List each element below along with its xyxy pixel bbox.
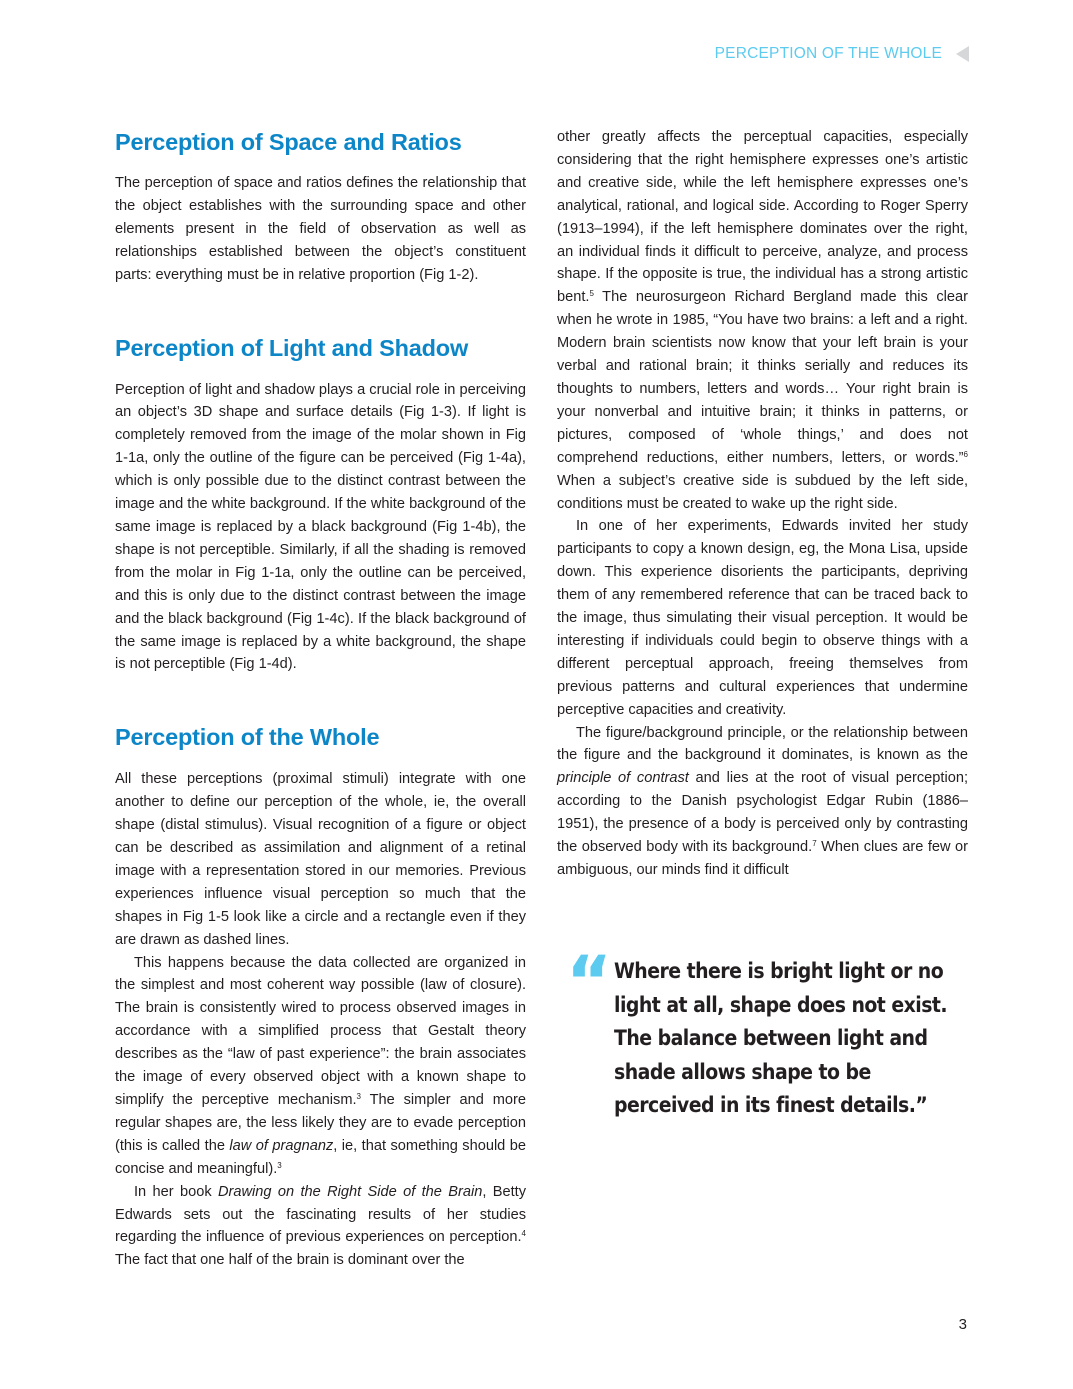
paragraph-text: The figure/background principle, or the relationship between the figure and the background it dominates, is known as the (557, 724, 968, 764)
heading-light-shadow: Perception of Light and Shadow (115, 334, 469, 361)
paragraph-whole-3 (115, 1181, 526, 1273)
paragraph-whole-2 (115, 952, 526, 1181)
paragraph-right-1 (557, 126, 968, 515)
paragraph-text: The simpler and more regular shapes are, the less likely they are to evade perception (this is called the (115, 1092, 526, 1154)
pull-quote-text: Where there is bright light or no light at all, shape does not exist. The balance between light and shade allows shape to be perceived in its finest details.” (614, 959, 948, 1117)
paragraph-right-3 (557, 722, 968, 882)
footnote-ref: 7 (812, 839, 817, 849)
footnote-ref: 3 (277, 1160, 282, 1170)
right-column (557, 126, 968, 882)
paragraph-text: The neurosurgeon Richard Bergland made this clear when he wrote in 1985, “You have two brains: a left and a right. Modern brain scientists now know that your left brain is your verbal and rational brain; it thinks serially and reduces its thoughts to numbers, letters and words… Your right brain is your nonverbal and intuitive brain; it thinks in patterns, or pictures, composed of ‘whole things,’ and does not comprehend reductions, either numbers, letters, or words.” (557, 289, 968, 466)
footnote-ref: 4 (521, 1229, 526, 1239)
paragraph-whole-1: All these perceptions (proximal stimuli) integrate with one another to define our perception of the whole, ie, the overall shape (distal stimulus). Visual recognition of a figure or object can be described as assimilation and alignment of a retinal image with a representation stored in our memories. Previous experiences influence visual perception so much that the shapes in Fig 1-5 look like a circle and a rectangle even if they are drawn as dashed lines. (115, 771, 526, 948)
book-title: Drawing on the Right Side of the Brain (217, 1183, 483, 1200)
paragraph-text: The fact that one half of the brain is dominant over the (115, 1252, 465, 1269)
paragraph-text: When clues are few or ambiguous, our minds find it difficult (557, 839, 968, 878)
quote-mark-icon: “ (566, 941, 613, 1023)
footnote-ref: 5 (589, 289, 594, 299)
footnote-ref: 3 (356, 1092, 361, 1101)
paragraph-text: other greatly affects the perceptual capacities, especially considering that the right hemisphere expresses one’s artistic and creative side, while the left hemisphere expresses one’s analytical, rational, and logical side. According to Roger Sperry (1913–1994), if the left hemisphere dominates over the right, an individual finds it difficult to perceive, analyze, and process shape. If the opposite is true, the individual has a strong artistic bent. (557, 129, 968, 306)
triangle-left-icon (956, 46, 969, 62)
left-column (115, 126, 526, 1272)
italic-term: principle of contrast (557, 770, 689, 787)
paragraph-right-2: In one of her experiments, Edwards invited her study participants to copy a known design, eg, the Mona Lisa, upside down. This experience disorients the participants, depriving them of any remembered reference that can be traced back to the image, thus simulating their visual perception. It would be interesting if individuals could begin to observe things with a different perceptual approach, freeing themselves from previous patterns and cultural experiences that undermine perceptive capacities and creativity. (557, 518, 968, 718)
paragraph-space-ratios: The perception of space and ratios defines the relationship that the object establishes with the surrounding space and other elements present in the field of observation as well as relationships established between the object’s constituent parts: everything must be in relative proportion (Fig 1-2). (115, 175, 526, 283)
pull-quote (566, 941, 966, 1123)
paragraph-text: , ie, that something should be concise and meaningful). (115, 1137, 527, 1177)
paragraph-text: In her book (134, 1183, 218, 1200)
heading-whole: Perception of the Whole (115, 724, 380, 751)
paragraph-light-shadow: Perception of light and shadow plays a crucial role in perceiving an object’s 3D shape and surface details (Fig 1-3). If light is completely removed from the image of the molar shown in Fig 1-1a, only the outline of the figure can be perceived (Fig 1-4a), which is only possible due to the distinct contrast between the image and the white background. If the white background of the same image is replaced by a black background (Fig 1-4b), the shape is not perceptible. Similarly, if all the shading is removed from the molar in Fig 1-1a, only the outline can be perceived, and this is only due to the distinct contrast between the image and the black background (Fig 1-4c). If the black background of the same image is replaced by a white background, the shape is not perceptible (Fig 1-4d). (115, 381, 526, 673)
italic-term: law of pragnanz (229, 1137, 334, 1154)
running-head (715, 45, 969, 63)
paragraph-text: and lies at the root of visual perception; according to the Danish psychologist Edgar Rubin (1886–1951), the presence of a body is perceived only by contrasting the observed body with its background. (557, 770, 968, 856)
paragraph-text: , Betty Edwards sets out the fascinating results of her studies regarding the influence of previous experiences on perception. (115, 1183, 526, 1246)
page-number: 3 (958, 1316, 967, 1333)
paragraph-text: When a subject’s creative side is subdued by the left side, conditions must be created to wake up the right side. (557, 472, 968, 512)
paragraph-text: This happens because the data collected are organized in the simplest and most coherent way possible (law of closure). The brain is consistently wired to process observed images in accordance with a simplified process that Gestalt theory describes as the “law of past experience”: the brain associates the image of every observed object with a known shape to simplify the perceptive mechanism. (115, 954, 526, 1108)
footnote-ref: 6 (963, 449, 968, 459)
heading-space-ratios: Perception of Space and Ratios (115, 129, 462, 155)
running-head-title: PERCEPTION OF THE WHOLE (714, 45, 942, 62)
